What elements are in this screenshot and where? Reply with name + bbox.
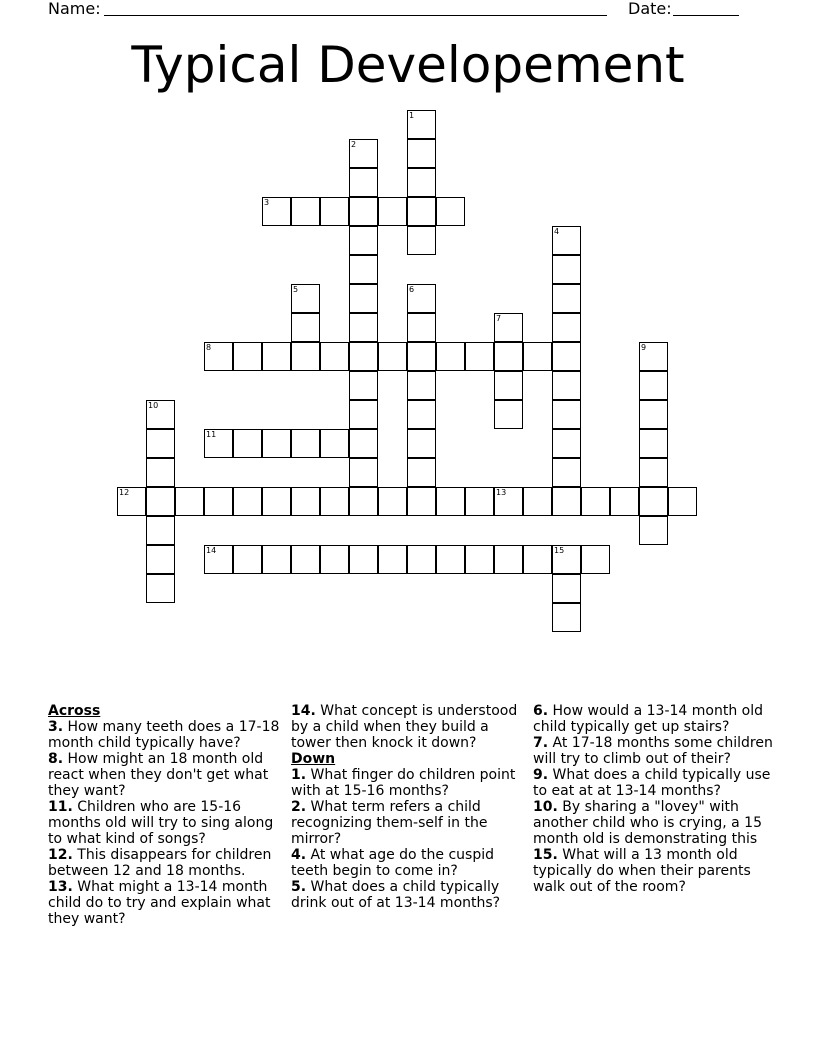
name-label: Name: <box>48 0 101 18</box>
down-clue: 1. What finger do children point with at 15-16 months? <box>291 767 516 799</box>
crossword-cell[interactable] <box>668 487 697 516</box>
crossword-cell[interactable] <box>552 284 581 313</box>
crossword-cell[interactable] <box>407 487 436 516</box>
crossword-cell[interactable] <box>262 342 291 371</box>
crossword-cell[interactable] <box>146 545 175 574</box>
down-clue: 15. What will a 13 month old typically do when their parents walk out of the room? <box>533 847 751 895</box>
across-clue: 8. How might an 18 month old react when they don't get what they want? <box>48 751 269 799</box>
crossword-cell[interactable] <box>291 545 320 574</box>
crossword-cell[interactable] <box>552 313 581 342</box>
crossword-cell[interactable] <box>552 371 581 400</box>
crossword-cell[interactable] <box>494 371 523 400</box>
crossword-cell[interactable] <box>291 313 320 342</box>
cell-number: 6 <box>409 285 415 294</box>
crossword-cell[interactable] <box>349 458 378 487</box>
crossword-cell[interactable] <box>233 429 262 458</box>
crossword-cell[interactable] <box>349 400 378 429</box>
crossword-cell[interactable] <box>320 429 349 458</box>
crossword-cell[interactable] <box>407 400 436 429</box>
crossword-cell[interactable] <box>639 400 668 429</box>
crossword-cell[interactable] <box>291 342 320 371</box>
crossword-cell[interactable] <box>349 197 378 226</box>
crossword-cell[interactable] <box>378 197 407 226</box>
crossword-cell[interactable] <box>407 458 436 487</box>
crossword-cell[interactable] <box>581 545 610 574</box>
crossword-cell[interactable] <box>407 371 436 400</box>
crossword-cell[interactable] <box>349 371 378 400</box>
cell-number: 12 <box>119 488 130 497</box>
across-clue: 13. What might a 13-14 month child do to try and explain what they want? <box>48 879 271 927</box>
crossword-cell[interactable] <box>349 284 378 313</box>
across-clue: 11. Children who are 15-16 months old will try to sing along to what kind of songs? <box>48 799 274 847</box>
crossword-cell[interactable] <box>494 487 523 516</box>
cell-number: 7 <box>496 314 502 323</box>
crossword-cell[interactable] <box>320 545 349 574</box>
cell-number: 13 <box>496 488 507 497</box>
crossword-cell[interactable] <box>204 545 233 574</box>
crossword-cell[interactable] <box>349 226 378 255</box>
clues-column-2 <box>291 703 527 911</box>
crossword-cell[interactable] <box>581 487 610 516</box>
crossword-cell[interactable] <box>552 226 581 255</box>
crossword-cell[interactable] <box>349 342 378 371</box>
crossword-cell[interactable] <box>146 400 175 429</box>
crossword-cell[interactable] <box>494 342 523 371</box>
crossword-cell[interactable] <box>436 197 465 226</box>
crossword-cell[interactable] <box>523 545 552 574</box>
crossword-cell[interactable] <box>146 487 175 516</box>
cell-number: 4 <box>554 227 560 236</box>
cell-number: 10 <box>148 401 159 410</box>
crossword-cell[interactable] <box>204 342 233 371</box>
crossword-cell[interactable] <box>291 429 320 458</box>
crossword-cell[interactable] <box>494 400 523 429</box>
crossword-cell[interactable] <box>291 197 320 226</box>
crossword-cell[interactable] <box>465 487 494 516</box>
cell-number: 8 <box>206 343 212 352</box>
crossword-cell[interactable] <box>407 342 436 371</box>
crossword-cell[interactable] <box>117 487 146 516</box>
across-heading: Across <box>48 703 101 719</box>
crossword-cell[interactable] <box>378 545 407 574</box>
crossword-cell[interactable] <box>523 342 552 371</box>
puzzle-title: Typical Developement <box>131 36 685 94</box>
crossword-cell[interactable] <box>378 487 407 516</box>
down-clue: 9. What does a child typically use to eat at at 13-14 months? <box>533 767 771 799</box>
crossword-cell[interactable] <box>146 429 175 458</box>
across-clue: 14. What concept is understood by a child when they build a tower then knock it down? <box>291 703 518 751</box>
crossword-cell[interactable] <box>146 516 175 545</box>
across-clue: 3. How many teeth does a 17-18 month child typically have? <box>48 719 280 751</box>
crossword-cell[interactable] <box>233 487 262 516</box>
crossword-cell[interactable] <box>552 429 581 458</box>
date-label: Date: <box>628 0 672 18</box>
down-clue: 5. What does a child typically drink out of at 13-14 months? <box>291 879 501 911</box>
clues-column-1 <box>48 703 284 927</box>
cell-number: 9 <box>641 343 647 352</box>
crossword-cell[interactable] <box>552 603 581 632</box>
crossword-cell[interactable] <box>262 197 291 226</box>
crossword-cell[interactable] <box>639 371 668 400</box>
crossword-cell[interactable] <box>494 545 523 574</box>
crossword-cell[interactable] <box>320 197 349 226</box>
crossword-cell[interactable] <box>262 545 291 574</box>
crossword-cell[interactable] <box>262 429 291 458</box>
crossword-cell[interactable] <box>552 458 581 487</box>
clues-column-3 <box>533 703 773 895</box>
crossword-cell[interactable] <box>552 545 581 574</box>
cell-number: 11 <box>206 430 217 439</box>
crossword-cell[interactable] <box>378 342 407 371</box>
crossword-cell[interactable] <box>523 487 552 516</box>
crossword-cell[interactable] <box>639 487 668 516</box>
crossword-cell[interactable] <box>407 429 436 458</box>
crossword-cell[interactable] <box>204 429 233 458</box>
cell-number: 15 <box>554 546 565 555</box>
crossword-cell[interactable] <box>349 139 378 168</box>
crossword-cell[interactable] <box>349 313 378 342</box>
down-clue: 10. By sharing a "lovey" with another child who is crying, a 15 month old is demonstrating this <box>533 799 762 847</box>
crossword-cell[interactable] <box>639 516 668 545</box>
crossword-cell[interactable] <box>146 574 175 603</box>
crossword-cell[interactable] <box>639 342 668 371</box>
cell-number: 1 <box>409 111 415 120</box>
crossword-cell[interactable] <box>349 545 378 574</box>
crossword-cell[interactable] <box>291 487 320 516</box>
crossword-cell[interactable] <box>233 342 262 371</box>
crossword-cell[interactable] <box>204 487 233 516</box>
down-clue: 2. What term refers a child recognizing them-self in the mirror? <box>291 799 488 847</box>
crossword-cell[interactable] <box>552 574 581 603</box>
crossword-cell[interactable] <box>465 545 494 574</box>
crossword-cell[interactable] <box>320 487 349 516</box>
crossword-cell[interactable] <box>407 168 436 197</box>
cell-number: 14 <box>206 546 217 555</box>
crossword-cell[interactable] <box>349 429 378 458</box>
crossword-cell[interactable] <box>407 197 436 226</box>
down-clue: 7. At 17-18 months some children will try to climb out of their? <box>533 735 773 767</box>
crossword-cell[interactable] <box>436 487 465 516</box>
crossword-cell[interactable] <box>407 110 436 139</box>
crossword-cell[interactable] <box>349 487 378 516</box>
crossword-cell[interactable] <box>552 342 581 371</box>
crossword-cell[interactable] <box>291 284 320 313</box>
crossword-cell[interactable] <box>552 487 581 516</box>
down-heading: Down <box>291 751 336 767</box>
crossword-cell[interactable] <box>262 487 291 516</box>
crossword-cell[interactable] <box>233 545 262 574</box>
crossword-cell[interactable] <box>407 313 436 342</box>
crossword-cell[interactable] <box>552 400 581 429</box>
crossword-cell[interactable] <box>175 487 204 516</box>
crossword-cell[interactable] <box>320 342 349 371</box>
crossword-cell[interactable] <box>407 545 436 574</box>
across-clue: 12. This disappears for children between 12 and 18 months. <box>48 847 272 879</box>
crossword-cell[interactable] <box>639 429 668 458</box>
crossword-cell[interactable] <box>552 255 581 284</box>
crossword-cell[interactable] <box>436 342 465 371</box>
crossword-cell[interactable] <box>639 458 668 487</box>
down-clue: 6. How would a 13-14 month old child typically get up stairs? <box>533 703 764 735</box>
cell-number: 2 <box>351 140 357 149</box>
crossword-cell[interactable] <box>407 226 436 255</box>
crossword-cell[interactable] <box>465 342 494 371</box>
crossword-cell[interactable] <box>349 255 378 284</box>
down-clue: 4. At what age do the cuspid teeth begin to come in? <box>291 847 495 879</box>
crossword-cell[interactable] <box>407 139 436 168</box>
crossword-cell[interactable] <box>407 284 436 313</box>
crossword-cell[interactable] <box>349 168 378 197</box>
cell-number: 3 <box>264 198 270 207</box>
cell-number: 5 <box>293 285 299 294</box>
crossword-cell[interactable] <box>494 313 523 342</box>
crossword-cell[interactable] <box>610 487 639 516</box>
crossword-cell[interactable] <box>146 458 175 487</box>
crossword-cell[interactable] <box>436 545 465 574</box>
